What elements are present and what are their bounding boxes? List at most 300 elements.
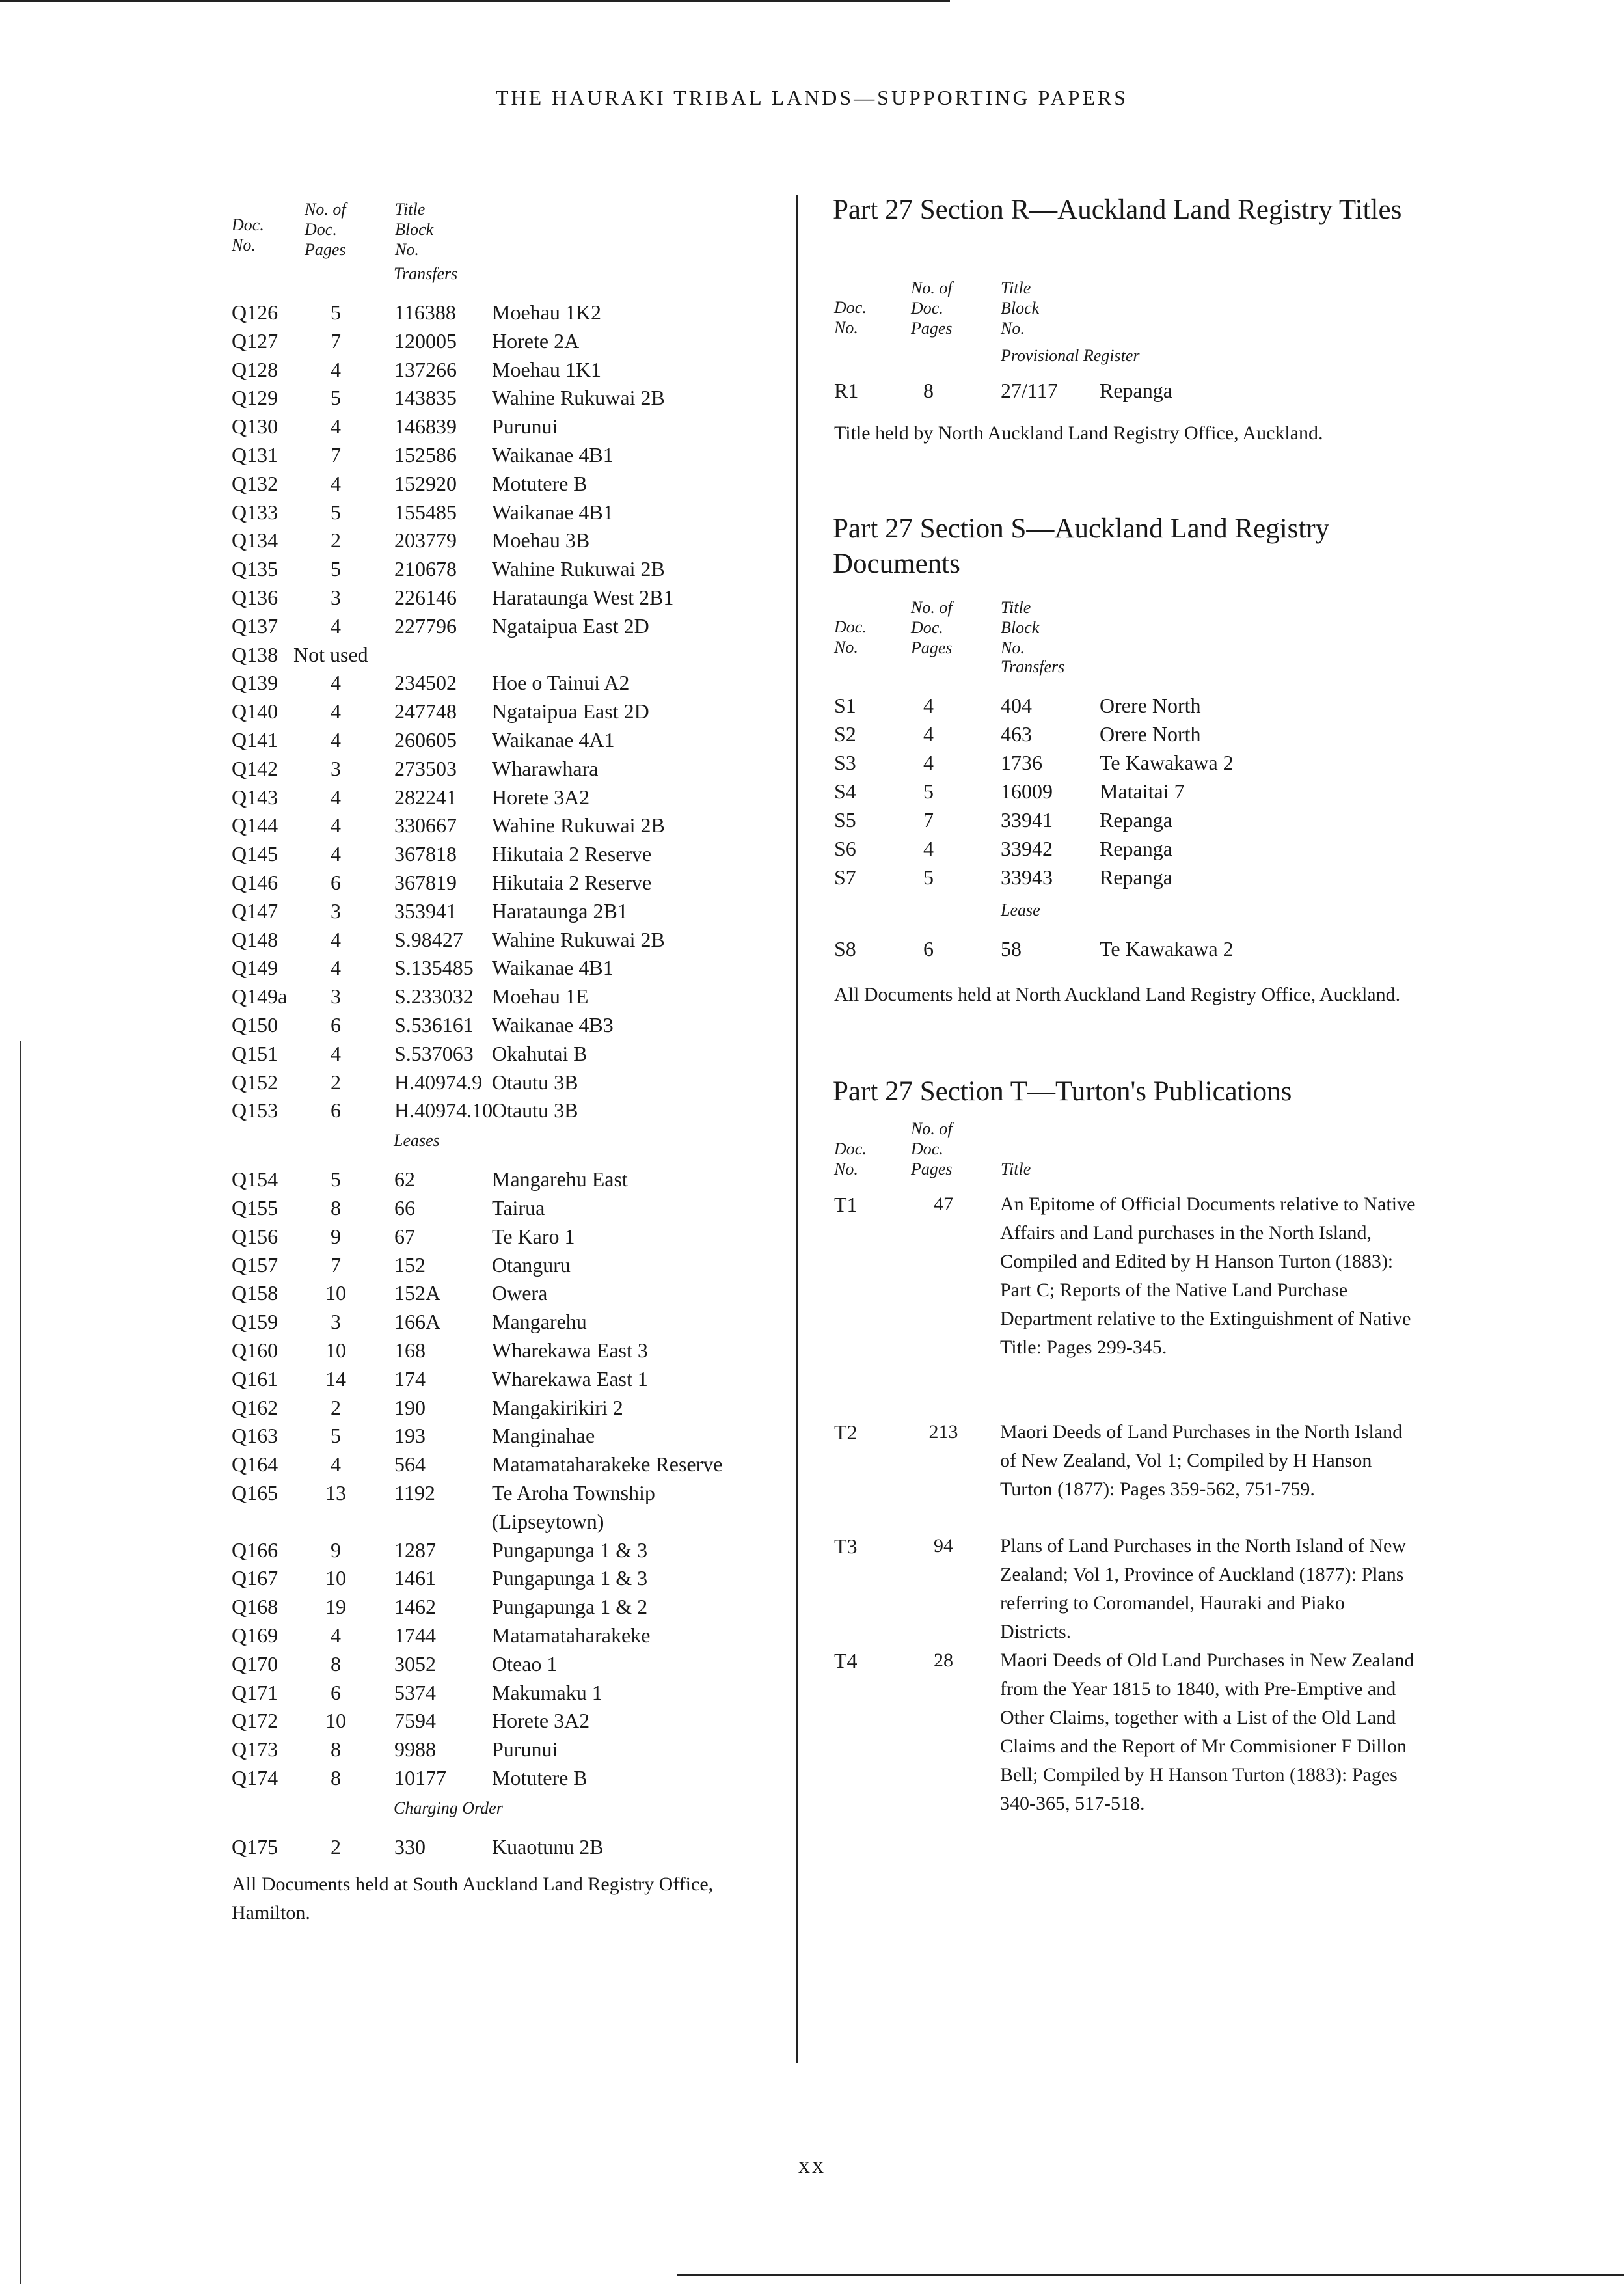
title-block-number: 168	[394, 1339, 426, 1362]
table-row	[232, 925, 791, 954]
table-row	[834, 834, 1420, 863]
page-count: 5	[923, 865, 934, 889]
block-name: Motutere B	[492, 471, 588, 495]
page-count: 5	[331, 1167, 341, 1191]
title-block-number: 10177	[394, 1766, 446, 1789]
table-row	[232, 612, 791, 640]
section-t-col-head-pages: No. of Doc. Pages	[911, 1119, 953, 1178]
table-row	[232, 583, 791, 612]
page-count: 47	[934, 1193, 953, 1215]
page-count: 7	[331, 443, 341, 467]
block-name: Wahine Rukuwai 2B	[492, 927, 665, 951]
doc-number: Q168	[232, 1595, 278, 1619]
title-block-number: 463	[1001, 722, 1032, 746]
page-count: 5	[331, 1424, 341, 1448]
page-count: 7	[331, 1253, 341, 1277]
title-block-number: 5374	[394, 1680, 436, 1704]
block-name: Hikutaia 2 Reserve	[492, 871, 652, 894]
doc-number: Q175	[232, 1834, 278, 1858]
table-row	[232, 839, 791, 868]
doc-number: Q174	[232, 1766, 278, 1789]
page-count: 8	[331, 1652, 341, 1676]
table-row	[232, 1564, 791, 1592]
page-count: 7	[923, 808, 934, 832]
page-count: 4	[923, 751, 934, 774]
block-name: Oteao 1	[492, 1652, 558, 1676]
title-block-number: 193	[394, 1424, 426, 1448]
doc-number: Q149	[232, 956, 278, 980]
title-block-number: 210678	[394, 557, 457, 581]
doc-number: R1	[834, 379, 859, 402]
page-count: 9	[331, 1224, 341, 1248]
title-block-number: 33943	[1001, 865, 1053, 889]
table-row	[834, 806, 1420, 834]
title-block-number: 367818	[394, 842, 457, 866]
table-row	[834, 777, 1420, 806]
title-block-number: H.40974.9	[394, 1070, 483, 1094]
block-name: Te Aroha Township	[492, 1481, 655, 1504]
block-name: Matamataharakeke	[492, 1624, 651, 1647]
table-row	[232, 1735, 791, 1763]
block-name: Pungapunga 1 & 3	[492, 1566, 648, 1590]
page-count: 5	[923, 780, 934, 803]
table-row	[232, 697, 791, 726]
doc-number: Q169	[232, 1624, 278, 1647]
doc-number: Q152	[232, 1070, 278, 1094]
block-name: Wahine Rukuwai 2B	[492, 557, 665, 581]
block-name: Wahine Rukuwai 2B	[492, 813, 665, 837]
page-count: 9	[331, 1538, 341, 1562]
doc-number: Q171	[232, 1680, 278, 1704]
section-t-col-head-doc: Doc. No.	[834, 1139, 867, 1178]
table-row	[232, 1336, 791, 1365]
running-head: THE HAURAKI TRIBAL LANDS—SUPPORTING PAPERS	[495, 86, 1129, 109]
page-count: 4	[331, 357, 341, 381]
page-count: 6	[331, 871, 341, 894]
title-block-number: 66	[394, 1196, 415, 1219]
table-row	[232, 1068, 791, 1096]
block-name: Owera	[492, 1281, 548, 1305]
section-r-col-head-pages: No. of Doc. Pages	[911, 279, 953, 338]
title-block-number: 227796	[394, 614, 457, 638]
page-count: 2	[331, 1070, 341, 1094]
doc-number: Q141	[232, 728, 278, 752]
left-column-footnote: All Documents held at South Auckland Land Registry Office, Hamilton.	[232, 1873, 714, 1924]
doc-number: Q132	[232, 471, 278, 495]
page-count: 213	[928, 1421, 958, 1443]
page-count: 2	[331, 1834, 341, 1858]
doc-number: Q154	[232, 1167, 278, 1191]
title-block-number: 330	[394, 1834, 426, 1858]
page-count: 8	[331, 1766, 341, 1789]
block-name: Moehau 3B	[492, 528, 590, 552]
block-name: Otautu 3B	[492, 1098, 578, 1122]
title-block-number: 174	[394, 1366, 426, 1391]
table-row	[232, 1251, 791, 1279]
doc-number: Q165	[232, 1481, 278, 1504]
page-count: 4	[331, 700, 341, 724]
doc-number: Q150	[232, 1013, 278, 1037]
block-name: Wharekawa East 1	[492, 1366, 648, 1391]
table-row	[834, 691, 1420, 720]
table-row	[232, 811, 791, 839]
page-count: 6	[331, 1098, 341, 1122]
page-count: 4	[331, 927, 341, 951]
title-block-number: 9988	[394, 1737, 436, 1761]
doc-number: S2	[834, 722, 856, 746]
title-block-number: 27/117	[1001, 379, 1058, 402]
section-s-col-head-doc: Doc. No.	[834, 618, 867, 657]
table-row	[232, 1421, 791, 1450]
doc-number: S3	[834, 751, 856, 774]
page-count: 4	[331, 614, 341, 638]
table-row	[232, 1096, 791, 1124]
doc-number: T4	[834, 1649, 858, 1672]
title-block-number: 1462	[394, 1595, 436, 1619]
col-head-pages: No. of Doc. Pages	[304, 200, 346, 259]
page-count: 13	[325, 1481, 346, 1504]
title-block-number: 353941	[394, 899, 457, 923]
page-count: 4	[331, 956, 341, 980]
doc-number: Q135	[232, 557, 278, 581]
table-row	[232, 640, 791, 669]
block-name: Pungapunga 1 & 2	[492, 1595, 648, 1619]
title-block-number: 226146	[394, 586, 457, 609]
title-block-number: 33942	[1001, 837, 1053, 860]
block-name: Hoe o Tainui A2	[492, 671, 630, 695]
bottom-edge-rule	[677, 2274, 1624, 2276]
title-block-number: S.135485	[394, 956, 474, 980]
page-count: 3	[331, 586, 341, 609]
table-row	[232, 1763, 791, 1792]
doc-number: Q158	[232, 1281, 278, 1305]
block-name: Moehau 1E	[492, 985, 589, 1009]
block-name: Makumaku 1	[492, 1680, 602, 1704]
not-used-note: Not used	[293, 642, 368, 666]
doc-number: T3	[834, 1534, 858, 1558]
block-name: Moehau 1K2	[492, 301, 601, 324]
section-s-col-head-title-block: Title Block No.	[1001, 598, 1040, 657]
block-name: Harataunga West 2B1	[492, 586, 674, 609]
block-name: Moehau 1K1	[492, 357, 601, 381]
page-count: 4	[331, 842, 341, 866]
doc-number: Q136	[232, 586, 278, 609]
table-row	[232, 1536, 791, 1564]
table-row	[834, 720, 1420, 748]
doc-number: Q149a	[232, 985, 288, 1009]
page-number: xx	[798, 2152, 826, 2178]
table-row	[232, 1678, 791, 1707]
page-count: 4	[331, 671, 341, 695]
title-block-number: 7594	[394, 1709, 436, 1733]
title-block-number: 152	[394, 1253, 426, 1277]
table-row	[834, 934, 1420, 963]
block-name: Te Karo 1	[492, 1224, 575, 1248]
group-subheading: Leases	[394, 1131, 440, 1150]
doc-number: Q155	[232, 1196, 278, 1219]
page-count: 8	[331, 1737, 341, 1761]
doc-number: S6	[834, 837, 856, 860]
page-count: 4	[331, 415, 341, 439]
doc-number: S4	[834, 780, 856, 803]
table-row	[232, 383, 791, 412]
doc-number: T1	[834, 1193, 858, 1216]
block-name: Purunui	[492, 415, 558, 439]
block-name: Waikanae 4A1	[492, 728, 615, 752]
table-row	[232, 526, 791, 554]
publication-title: Maori Deeds of Land Purchases in the North Island of New Zealand, Vol 1; Compiled by H Hanson Turton (1877): Pages 359-562, 751-759.	[1000, 1421, 1403, 1500]
doc-number: Q142	[232, 756, 278, 780]
doc-number: Q139	[232, 671, 278, 695]
block-name: Mangarehu East	[492, 1167, 628, 1191]
page-count: 5	[331, 557, 341, 581]
column-divider	[796, 195, 798, 2063]
table-row	[232, 1222, 791, 1251]
title-block-number: 152586	[394, 443, 457, 467]
section-s-footnote: All Documents held at North Auckland Land Registry Office, Auckland.	[834, 984, 1401, 1005]
table-row	[232, 868, 791, 897]
block-name: Mangakirikiri 2	[492, 1395, 623, 1419]
doc-number: Q166	[232, 1538, 278, 1562]
page-count: 10	[325, 1566, 346, 1590]
title-block-number: 58	[1001, 937, 1022, 960]
block-name: Otautu 3B	[492, 1070, 578, 1094]
title-block-number: 260605	[394, 728, 457, 752]
block-name: Pungapunga 1 & 3	[492, 1538, 648, 1562]
title-block-number: 203779	[394, 528, 457, 552]
title-block-number: S.98427	[394, 927, 463, 951]
table-row	[232, 668, 791, 697]
doc-number: Q127	[232, 329, 278, 353]
table-row	[834, 863, 1420, 891]
table-row	[834, 376, 1420, 405]
block-name: Repanga	[1100, 379, 1172, 402]
section-r-col-head-doc: Doc. No.	[834, 298, 867, 337]
page-count: 7	[331, 329, 341, 353]
page-count: 4	[331, 1452, 341, 1476]
table-row	[232, 754, 791, 783]
block-name: Wharawhara	[492, 756, 599, 780]
doc-number: Q137	[232, 614, 278, 638]
block-name: Horete 3A2	[492, 785, 590, 809]
title-block-number: 155485	[394, 500, 457, 524]
doc-number: Q144	[232, 813, 278, 837]
title-block-number: 62	[394, 1167, 415, 1191]
doc-number: Q147	[232, 899, 278, 923]
title-block-number: 367819	[394, 871, 457, 894]
block-name: Matamataharakeke Reserve	[492, 1452, 723, 1476]
section-s-heading: Part 27 Section S—Auckland Land Registry Documents	[833, 513, 1330, 579]
doc-number: S8	[834, 937, 856, 960]
page-count: 8	[331, 1196, 341, 1219]
block-name: Ngataipua East 2D	[492, 614, 649, 638]
doc-number: Q173	[232, 1737, 278, 1761]
page-count: 14	[325, 1366, 346, 1391]
title-block-number: 404	[1001, 694, 1032, 717]
doc-number: Q163	[232, 1424, 278, 1448]
block-name: Kuaotunu 2B	[492, 1834, 604, 1858]
title-block-number: 166A	[394, 1310, 441, 1334]
doc-number: Q167	[232, 1566, 278, 1590]
page-count: 4	[923, 837, 934, 860]
table-row	[834, 748, 1420, 777]
publication-title: Maori Deeds of Old Land Purchases in New Zealand from the Year 1815 to 1840, with Pre-Emptive and Other Claims, together with a List of the Old Land Claims and the Report of Mr Commisioner F Dillon Bell; Compiled by H Hanson Turton (1883): Pages 340-365, 517-518.	[1000, 1650, 1414, 1814]
table-row	[232, 1706, 791, 1735]
doc-number: Q151	[232, 1041, 278, 1065]
title-block-number: H.40974.10	[394, 1098, 493, 1122]
page-count: 3	[331, 899, 341, 923]
page-count: 8	[923, 379, 934, 402]
table-row	[232, 469, 791, 498]
table-row	[232, 1832, 791, 1861]
col-head-doc-no: Doc. No.	[232, 215, 264, 254]
block-name: Repanga	[1100, 808, 1172, 832]
section-r-footnote: Title held by North Auckland Land Registry Office, Auckland.	[834, 422, 1323, 444]
doc-number: Q170	[232, 1652, 278, 1676]
page-count: 4	[331, 1624, 341, 1647]
block-name: Mangarehu	[492, 1310, 587, 1334]
page-count: 5	[331, 386, 341, 410]
title-block-number: 3052	[394, 1652, 436, 1676]
table-row	[232, 298, 791, 327]
doc-number: Q134	[232, 528, 278, 552]
block-name: Tairua	[492, 1196, 545, 1219]
block-name: Otanguru	[492, 1253, 571, 1277]
page-count: 4	[923, 722, 934, 746]
page-count: 19	[325, 1595, 346, 1619]
page-count: 4	[331, 813, 341, 837]
table-row	[232, 441, 791, 469]
title-block-number: S.537063	[394, 1041, 474, 1065]
doc-number: Q153	[232, 1098, 278, 1122]
block-name: Mataitai 7	[1100, 780, 1185, 803]
table-row	[232, 1279, 791, 1307]
title-block-number: 190	[394, 1395, 426, 1419]
doc-number: Q143	[232, 785, 278, 809]
block-name: Orere North	[1100, 694, 1201, 717]
page-count: 2	[331, 528, 341, 552]
table-row	[232, 1478, 791, 1507]
doc-number: Q128	[232, 357, 278, 381]
title-block-number: 564	[394, 1452, 426, 1476]
block-name: Waikanae 4B1	[492, 500, 614, 524]
title-block-number: 116388	[394, 301, 456, 324]
page-count: 3	[331, 1310, 341, 1334]
doc-number: Q126	[232, 301, 278, 324]
title-block-number: 234502	[394, 671, 457, 695]
group-subheading: Transfers	[1001, 657, 1065, 676]
doc-number: Q156	[232, 1224, 278, 1248]
table-row	[232, 1193, 791, 1222]
page-count: 2	[331, 1395, 341, 1419]
title-block-number: 1287	[394, 1538, 436, 1562]
doc-number: S5	[834, 808, 856, 832]
block-name: Wharekawa East 3	[492, 1339, 648, 1362]
table-row	[232, 1307, 791, 1336]
block-name: Purunui	[492, 1737, 558, 1761]
doc-number: Q160	[232, 1339, 278, 1362]
group-subheading: Transfers	[394, 264, 458, 283]
table-row	[232, 897, 791, 925]
doc-number: T2	[834, 1421, 858, 1444]
doc-number: Q172	[232, 1709, 278, 1733]
table-row	[232, 554, 791, 583]
table-row	[232, 1011, 791, 1039]
page-count: 3	[331, 985, 341, 1009]
page-count: 4	[331, 1041, 341, 1065]
title-block-number: 247748	[394, 700, 457, 724]
doc-number: Q145	[232, 842, 278, 866]
doc-number: Q138	[232, 642, 278, 666]
page-count: 4	[331, 728, 341, 752]
page-count: 28	[934, 1650, 953, 1671]
title-block-number: 146839	[394, 415, 457, 439]
block-name: Hikutaia 2 Reserve	[492, 842, 652, 866]
block-name: Harataunga 2B1	[492, 899, 628, 923]
top-edge-rule	[0, 0, 950, 2]
title-block-number: 152A	[394, 1281, 441, 1305]
block-name: Horete 2A	[492, 329, 580, 353]
doc-number: Q162	[232, 1395, 278, 1419]
page-count: 10	[325, 1339, 346, 1362]
table-row	[232, 355, 791, 384]
page-count: 4	[923, 694, 934, 717]
block-name: Repanga	[1100, 865, 1172, 889]
block-name: Waikanae 4B1	[492, 956, 614, 980]
doc-number: S7	[834, 865, 856, 889]
title-block-number: 152920	[394, 471, 457, 495]
page-count: 6	[923, 937, 934, 960]
page-count: 94	[934, 1535, 953, 1557]
title-block-number: 120005	[394, 329, 457, 353]
title-block-number: 1461	[394, 1566, 436, 1590]
page-count: 10	[325, 1281, 346, 1305]
publication-title: An Epitome of Official Documents relative to Native Affairs and Land purchases in the North Island, Compiled and Edited by H Hanson Turton (1883): Part C; Reports of the Native Land Purchase Department relative to the Extinguishment of Native Title: Pages 299-345.	[1000, 1193, 1416, 1358]
section-t-heading: Part 27 Section T—Turton's Publications	[833, 1076, 1292, 1107]
doc-number: Q130	[232, 415, 278, 439]
block-name: Waikanae 4B1	[492, 443, 614, 467]
title-block-number: 67	[394, 1224, 415, 1248]
table-row	[232, 1365, 791, 1393]
page-count: 6	[331, 1680, 341, 1704]
page-count: 6	[331, 1013, 341, 1037]
table-row	[232, 726, 791, 754]
group-subheading: Lease	[1001, 901, 1040, 919]
section-r-col-head-title-block: Title Block No.	[1001, 279, 1040, 338]
doc-number: Q159	[232, 1310, 278, 1334]
title-block-number: 282241	[394, 785, 457, 809]
block-name: Motutere B	[492, 1766, 588, 1789]
table-row	[232, 1621, 791, 1650]
title-block-number: S.536161	[394, 1013, 474, 1037]
table-row	[232, 982, 791, 1011]
block-name: Horete 3A2	[492, 1709, 590, 1733]
table-row	[232, 498, 791, 526]
title-block-number: 16009	[1001, 780, 1053, 803]
title-block-number: 1744	[394, 1624, 436, 1647]
doc-number: Q157	[232, 1253, 278, 1277]
block-name: Waikanae 4B3	[492, 1013, 614, 1037]
table-row	[232, 1393, 791, 1422]
doc-number: Q129	[232, 386, 278, 410]
page-count: 5	[331, 301, 341, 324]
block-name: Manginahae	[492, 1424, 595, 1448]
doc-number: S1	[834, 694, 856, 717]
title-block-number: S.233032	[394, 985, 474, 1009]
doc-number: Q146	[232, 871, 278, 894]
doc-number: Q133	[232, 500, 278, 524]
block-name: Repanga	[1100, 837, 1172, 860]
